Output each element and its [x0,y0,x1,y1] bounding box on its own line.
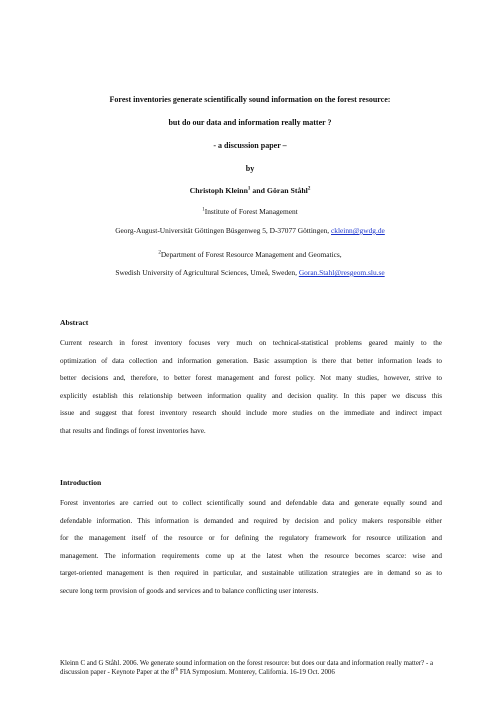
introduction-paragraph [60,495,442,600]
abstract-line: optimization of data collection and information generation. Basic assumption is there that better information leads to [60,356,442,365]
affiliation-2-address [40,268,460,278]
author-2-sup: 2 [307,186,311,192]
abstract-line: Current research in forest inventory focuses very much on technical-statistical problems geared mainly to the [60,339,442,347]
abstract-line: better decisions and, therefore, to better forest management and forest policy. Not many studies, however, strive to [60,374,442,382]
by-line: by [245,164,255,173]
title-line-1: Forest inventories generate scientifically sound information on the forest resource: [109,95,391,104]
authors [40,186,460,196]
intro-line: for the management itself of the resource or for defining the regulatory framework for resource utilization and [60,534,442,542]
intro-line: management. The information requirements come up at the latest when the resource becomes scarce: wise and [60,551,442,560]
aff-1-name-text: Institute of Forest Management [204,207,298,216]
title-line-2: but do our data and information really matter ? [168,118,332,127]
footnote-part-2: FIA Symposium. Monterey, California. 16-19 Oct. 2006 [178,669,335,676]
intro-line: defendable information. This information is demanded and required by decision and policy makers responsible either [60,516,442,525]
author-2: Göran Ståhl [266,186,308,195]
aff-2-email-link[interactable]: Goran.Stahl@resgeom.slu.se [298,268,385,277]
aff-2-address-text: Swedish University of Agricultural Sciences, Umeå, Sweden, [115,268,299,277]
aff-2-name-text: Department of Forest Resource Management and Geomatics, [160,250,342,259]
introduction-heading: Introduction [60,478,102,487]
aff-1-address-text: Georg-August-Universität Göttingen Büsgenweg 5, D-37077 Göttingen, [115,226,331,235]
authors-and: and [250,186,267,195]
affiliation-1-name [40,207,460,217]
intro-line: target-oriented management is then required in particular, and sustainable utilization strategies are in demand so as to [60,569,442,577]
abstract-paragraph [60,335,442,440]
subtitle: - a discussion paper – [213,141,287,150]
footnote-sup: th [174,667,179,673]
abstract-line: issue and suggest that forest inventory research should include more studies on the immediate and indirect impact [60,409,442,417]
aff-1-sup: 1 [202,207,205,213]
intro-line: Forest inventories are carried out to collect scientifically sound and defendable data and generate equally sound and [60,499,442,507]
abstract-line: that results and findings of forest inventories have. [60,426,206,435]
affiliation-2-name [40,250,460,260]
citation-footnote [60,659,442,677]
intro-line: secure long term provision of goods and services and to balance conflicting user interests. [60,586,319,595]
author-1-sup: 1 [247,186,251,192]
abstract-heading: Abstract [60,318,89,327]
author-1: Christoph Kleinn [189,186,248,195]
abstract-line: explicitly establish this relationship between information quality and decision quality. In this paper we discuss this [60,391,442,400]
affiliation-1-address [40,226,460,236]
aff-2-sup: 2 [158,250,161,256]
aff-1-email-link[interactable]: ckleinn@gwdg.de [331,226,385,235]
footnote-part-1: Kleinn C and G Ståhl. 2006. We generate sound information on the forest resource: but does our data and information really matter? - a discussion paper - Keynote Paper at the 8 [60,660,434,676]
